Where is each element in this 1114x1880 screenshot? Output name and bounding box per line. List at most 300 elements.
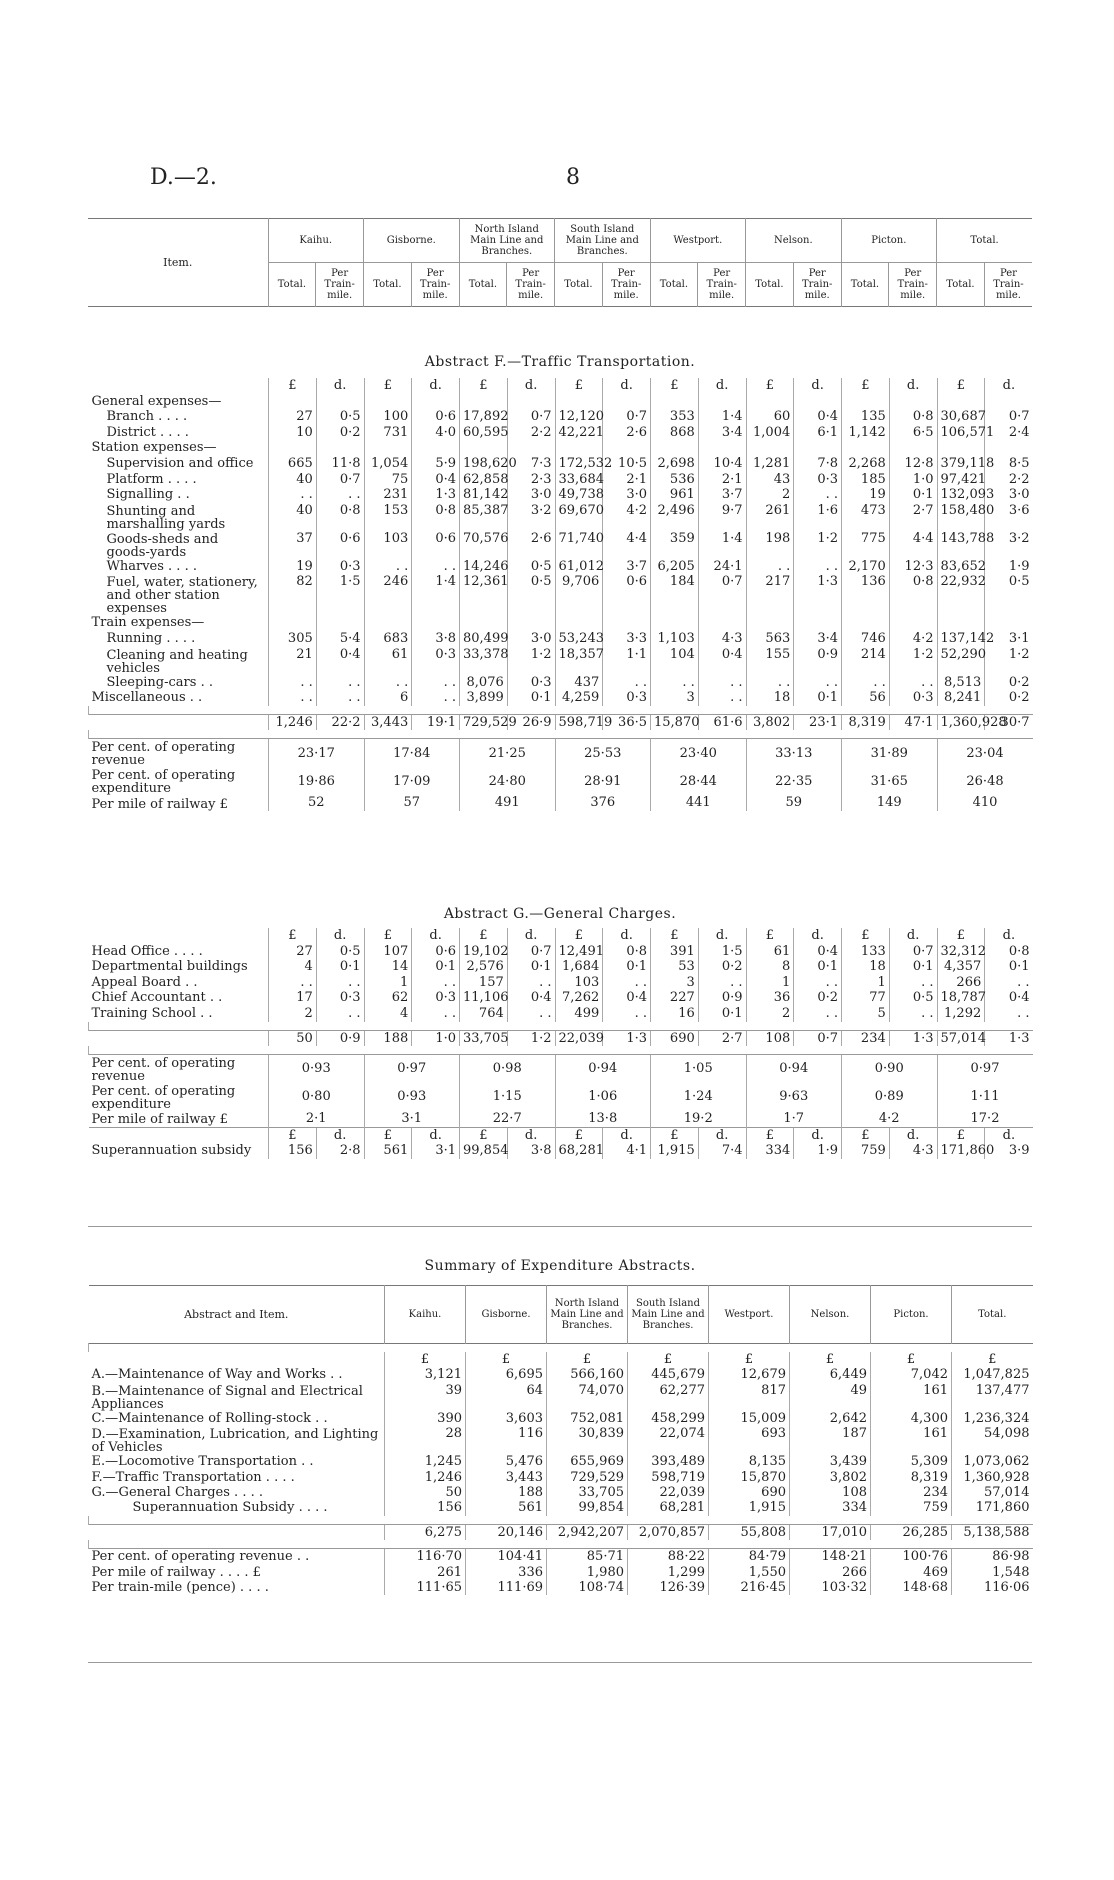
- cell-picton-total: 1: [842, 975, 890, 991]
- cell-total-per-mile: 0·5: [985, 574, 1033, 615]
- summary-row-label: A.—Maintenance of Way and Works . .: [91, 1367, 343, 1383]
- cell-south-island-total: 103: [555, 975, 603, 991]
- abstract-g-title: Abstract G.—General Charges.: [443, 906, 677, 922]
- summary-nelson: 334: [790, 1500, 871, 1515]
- summary-header-row: [89, 1286, 1033, 1344]
- unit-pound: £: [628, 1352, 709, 1367]
- cell-north-island-per-mile: . .: [507, 1006, 555, 1022]
- row-label: Goods-sheds and goods-yards: [106, 531, 219, 560]
- summary-ratio-south-island: 126·39: [628, 1580, 709, 1595]
- summary-total-westport: 55,808: [709, 1524, 790, 1540]
- cell-total-total: 8,241: [937, 690, 985, 706]
- table-row: [89, 487, 1033, 503]
- summary-kaihu: 1,245: [385, 1454, 466, 1469]
- row-label: Appeal Board . .: [91, 974, 198, 990]
- total-total-per-mile: 1·3: [985, 1030, 1033, 1046]
- cell-picton-per-mile: 0·8: [889, 574, 937, 615]
- cell-total-per-mile: 2·2: [985, 472, 1033, 488]
- cell-nelson-per-mile: 0·4: [794, 944, 842, 960]
- table-row: [89, 944, 1033, 960]
- cell-kaihu-total: [269, 440, 317, 456]
- row-label: Branch . . . .: [106, 409, 188, 425]
- total-gisborne-amount: 3,443: [364, 714, 412, 730]
- cell-nelson-total: 1,281: [746, 456, 794, 472]
- cell-nelson-per-mile: . .: [794, 487, 842, 503]
- ratio-total: 26·48: [937, 767, 1033, 795]
- cell-north-island-total: 85,387: [460, 503, 508, 531]
- unit-pence: d.: [507, 928, 555, 944]
- cell-north-island-per-mile: 0·1: [507, 690, 555, 706]
- subhead-per-train-mile: Per Train-mile.: [698, 263, 746, 307]
- summary-ratio-north-island: 108·74: [547, 1580, 628, 1595]
- unit-pence: d.: [412, 378, 460, 394]
- summary-north-island: 99,854: [547, 1500, 628, 1515]
- cell-picton-per-mile: 0·5: [889, 990, 937, 1006]
- cell-total-total: 143,788: [937, 531, 985, 559]
- total-total-per-mile: 30·7: [985, 714, 1033, 730]
- cell-westport-per-mile: 10·4: [698, 456, 746, 472]
- summary-kaihu: 1,246: [385, 1470, 466, 1485]
- summary-kaihu: 3,121: [385, 1367, 466, 1382]
- unit-pence: d.: [412, 928, 460, 944]
- unit-pence: d.: [507, 1127, 555, 1143]
- row-label: Chief Accountant . .: [91, 990, 223, 1006]
- totals-label: [89, 1524, 385, 1540]
- summary-col-nelson: Nelson.: [790, 1286, 871, 1344]
- cell-kaihu-total: 19: [269, 559, 317, 575]
- row-label: Training School . .: [91, 1005, 213, 1021]
- summary-north-island: 30,839: [547, 1426, 628, 1454]
- summary-nelson: 108: [790, 1485, 871, 1500]
- summary-nelson: 3,439: [790, 1454, 871, 1469]
- spacer-row: [89, 1516, 1033, 1525]
- subhead-total: Total.: [937, 263, 985, 307]
- ratio-label: Per cent. of operating expenditure: [91, 768, 236, 797]
- unit-pound: £: [364, 378, 412, 394]
- unit-pound: £: [555, 378, 603, 394]
- units-label: [89, 378, 269, 394]
- unit-pence: d.: [316, 928, 364, 944]
- ratio-kaihu: 0·80: [269, 1083, 365, 1111]
- total-south-island-per-mile: 36·5: [603, 714, 651, 730]
- summary-north-island: 33,705: [547, 1485, 628, 1500]
- cell-north-island-total: [460, 440, 508, 456]
- cell-north-island-total: 19,102: [460, 944, 508, 960]
- row-label: Running . . . .: [106, 630, 196, 646]
- total-north-island-per-mile: 26·9: [507, 714, 555, 730]
- unit-pound: £: [269, 1127, 317, 1143]
- ratio-nelson: 33·13: [746, 739, 842, 768]
- cell-westport-per-mile: . .: [698, 675, 746, 691]
- ratio-row: [89, 739, 1033, 768]
- cell-gisborne-per-mile: [412, 615, 460, 631]
- super-westport-per-mile: 7·4: [698, 1143, 746, 1159]
- summary-nelson: 2,642: [790, 1411, 871, 1426]
- units-label: [89, 928, 269, 944]
- cell-nelson-total: 563: [746, 631, 794, 647]
- cell-gisborne-per-mile: [412, 440, 460, 456]
- summary-row: [89, 1454, 1033, 1469]
- cell-total-per-mile: [985, 440, 1033, 456]
- cell-total-per-mile: 3·6: [985, 503, 1033, 531]
- cell-north-island-per-mile: 0·1: [507, 959, 555, 975]
- superannuation-label: Superannuation subsidy: [91, 1143, 252, 1159]
- cell-south-island-per-mile: 0·3: [603, 690, 651, 706]
- ratio-kaihu: 23·17: [269, 739, 365, 768]
- ratio-north-island: 0·98: [460, 1055, 556, 1084]
- cell-south-island-per-mile: . .: [603, 1006, 651, 1022]
- cell-south-island-per-mile: 4·4: [603, 531, 651, 559]
- cell-picton-per-mile: 0·8: [889, 409, 937, 425]
- cell-total-total: 1,292: [937, 1006, 985, 1022]
- unit-pence: d.: [603, 378, 651, 394]
- spacer-cell: [89, 706, 1033, 715]
- totals-row: [89, 1030, 1033, 1046]
- abstract-f-title: Abstract F.—Traffic Transportation.: [424, 354, 696, 370]
- cell-kaihu-per-mile: 0·6: [316, 531, 364, 559]
- cell-gisborne-per-mile: . .: [412, 1006, 460, 1022]
- summary-ratio-nelson: 103·32: [790, 1580, 871, 1595]
- cell-gisborne-total: 683: [364, 631, 412, 647]
- summary-kaihu: 50: [385, 1485, 466, 1500]
- cell-kaihu-total: 4: [269, 959, 317, 975]
- cell-gisborne-total: 731: [364, 425, 412, 441]
- row-label: Shunting and marshalling yards: [106, 503, 226, 532]
- ratio-label: Per cent. of operating revenue: [89, 739, 269, 768]
- summary-south-island: 22,039: [628, 1485, 709, 1500]
- cell-picton-per-mile: [889, 440, 937, 456]
- cell-picton-per-mile: 0·1: [889, 487, 937, 503]
- ratio-label: Per mile of railway £: [91, 796, 228, 812]
- ratio-picton: 0·89: [842, 1083, 938, 1111]
- summary-ratio-south-island: 88·22: [628, 1549, 709, 1565]
- cell-westport-per-mile: 3·7: [698, 487, 746, 503]
- summary-north-island: 752,081: [547, 1411, 628, 1426]
- summary-total-north-island: 2,942,207: [547, 1524, 628, 1540]
- col-group-nelson: Nelson.: [746, 219, 842, 263]
- summary-south-island: 62,277: [628, 1383, 709, 1411]
- cell-total-per-mile: 1·2: [985, 647, 1033, 675]
- summary-ratio-total: 116·06: [952, 1580, 1033, 1595]
- cell-kaihu-total: 27: [269, 944, 317, 960]
- cell-south-island-total: [555, 615, 603, 631]
- cell-westport-per-mile: [698, 615, 746, 631]
- cell-south-island-total: 53,243: [555, 631, 603, 647]
- cell-total-per-mile: . .: [985, 1006, 1033, 1022]
- ratio-picton: 149: [842, 795, 938, 811]
- cell-gisborne-per-mile: 0·8: [412, 503, 460, 531]
- ratio-nelson: 59: [746, 795, 842, 811]
- cell-total-total: 8,513: [937, 675, 985, 691]
- cell-total-per-mile: 0·2: [985, 690, 1033, 706]
- total-nelson-amount: 108: [746, 1030, 794, 1046]
- cell-total-per-mile: . .: [985, 975, 1033, 991]
- summary-south-island: 598,719: [628, 1470, 709, 1485]
- cell-nelson-total: 18: [746, 690, 794, 706]
- unit-pound: £: [547, 1352, 628, 1367]
- total-westport-amount: 15,870: [651, 714, 699, 730]
- cell-picton-per-mile: 12·3: [889, 559, 937, 575]
- cell-north-island-per-mile: . .: [507, 975, 555, 991]
- total-north-island-amount: 729,529: [460, 714, 508, 730]
- cell-south-island-total: 12,491: [555, 944, 603, 960]
- cell-total-total: 52,290: [937, 647, 985, 675]
- cell-westport-per-mile: . .: [698, 975, 746, 991]
- cell-gisborne-total: 61: [364, 647, 412, 675]
- unit-pence: d.: [412, 1127, 460, 1143]
- cell-total-total: 137,142: [937, 631, 985, 647]
- cell-westport-total: 3: [651, 975, 699, 991]
- total-nelson-amount: 3,802: [746, 714, 794, 730]
- total-picton-per-mile: 47·1: [889, 714, 937, 730]
- unit-pence: d.: [507, 378, 555, 394]
- cell-picton-total: 473: [842, 503, 890, 531]
- col-group-total: Total.: [937, 219, 1033, 263]
- row-label: Station expenses—: [91, 440, 217, 456]
- cell-north-island-total: 8,076: [460, 675, 508, 691]
- summary-westport: 15,009: [709, 1411, 790, 1426]
- summary-picton: 234: [871, 1485, 952, 1500]
- cell-kaihu-per-mile: 0·5: [316, 409, 364, 425]
- cell-gisborne-total: 100: [364, 409, 412, 425]
- cell-westport-total: [651, 615, 699, 631]
- row-label: Departmental buildings: [91, 959, 248, 975]
- cell-nelson-total: 1,004: [746, 425, 794, 441]
- unit-pence: d.: [794, 1127, 842, 1143]
- summary-ratio-kaihu: 261: [385, 1565, 466, 1580]
- table-row: [89, 690, 1033, 706]
- summary-nelson: 3,802: [790, 1470, 871, 1485]
- total-gisborne-amount: 188: [364, 1030, 412, 1046]
- cell-north-island-total: 3,899: [460, 690, 508, 706]
- summary-nelson: 187: [790, 1426, 871, 1454]
- summary-col-kaihu: Kaihu.: [385, 1286, 466, 1344]
- ratio-nelson: 1·7: [746, 1111, 842, 1127]
- ratio-south-island: 25·53: [555, 739, 651, 768]
- row-label: Cleaning and heating vehicles: [106, 647, 248, 676]
- cell-picton-per-mile: . .: [889, 675, 937, 691]
- super-gisborne-per-mile: 3·1: [412, 1143, 460, 1159]
- super-nelson-per-mile: 1·9: [794, 1143, 842, 1159]
- item-header: Item.: [163, 256, 193, 269]
- cell-total-per-mile: 0·8: [985, 944, 1033, 960]
- cell-kaihu-total: 2: [269, 1006, 317, 1022]
- ratio-westport: 441: [651, 795, 747, 811]
- cell-nelson-per-mile: 1·3: [794, 574, 842, 615]
- spacer-cell: [89, 730, 1033, 739]
- summary-ratio-label: Per train-mile (pence) . . . .: [91, 1580, 269, 1596]
- cell-westport-per-mile: 24·1: [698, 559, 746, 575]
- summary-south-island: 445,679: [628, 1367, 709, 1382]
- spacer-row: [89, 1344, 1033, 1353]
- cell-westport-per-mile: 0·2: [698, 959, 746, 975]
- cell-westport-total: 53: [651, 959, 699, 975]
- cell-north-island-total: [460, 394, 508, 410]
- cell-kaihu-total: 82: [269, 574, 317, 615]
- unit-pence: d.: [698, 378, 746, 394]
- spacer-cell: [89, 1046, 1033, 1055]
- cell-north-island-per-mile: 2·6: [507, 531, 555, 559]
- cell-nelson-per-mile: 0·2: [794, 990, 842, 1006]
- cell-north-island-total: 62,858: [460, 472, 508, 488]
- cell-picton-total: 1,142: [842, 425, 890, 441]
- ratio-label: Per mile of railway £: [91, 1112, 228, 1128]
- cell-kaihu-total: . .: [269, 487, 317, 503]
- cell-westport-per-mile: 0·4: [698, 647, 746, 675]
- summary-ratio-south-island: 1,299: [628, 1565, 709, 1580]
- ratio-row: [89, 1111, 1033, 1127]
- cell-south-island-per-mile: 0·6: [603, 574, 651, 615]
- cell-nelson-total: 261: [746, 503, 794, 531]
- cell-kaihu-per-mile: [316, 440, 364, 456]
- cell-gisborne-total: 231: [364, 487, 412, 503]
- summary-ratio-nelson: 266: [790, 1565, 871, 1580]
- cell-gisborne-per-mile: 3·8: [412, 631, 460, 647]
- ratio-north-island: 491: [460, 795, 556, 811]
- summary-col-total: Total.: [952, 1286, 1033, 1344]
- ratio-south-island: 1·06: [555, 1083, 651, 1111]
- table-row: [89, 615, 1033, 631]
- cell-total-total: [937, 394, 985, 410]
- cell-north-island-per-mile: [507, 394, 555, 410]
- summary-ratio-total: 86·98: [952, 1549, 1033, 1565]
- cell-westport-total: 104: [651, 647, 699, 675]
- unit-pound: £: [364, 928, 412, 944]
- cell-nelson-per-mile: 0·3: [794, 472, 842, 488]
- summary-total: 1,236,324: [952, 1411, 1033, 1426]
- cell-kaihu-total: [269, 615, 317, 631]
- cell-picton-per-mile: 2·7: [889, 503, 937, 531]
- cell-south-island-total: 172,532: [555, 456, 603, 472]
- cell-south-island-per-mile: 2·1: [603, 472, 651, 488]
- summary-westport: 1,915: [709, 1500, 790, 1515]
- cell-kaihu-per-mile: 0·7: [316, 472, 364, 488]
- total-kaihu-per-mile: 22·2: [316, 714, 364, 730]
- unit-pound: £: [871, 1352, 952, 1367]
- cell-picton-per-mile: 0·7: [889, 944, 937, 960]
- summary-col-westport: Westport.: [709, 1286, 790, 1344]
- unit-pound: £: [460, 928, 508, 944]
- summary-ratio-kaihu: 116·70: [385, 1549, 466, 1565]
- table-row: [89, 975, 1033, 991]
- table-row: [89, 647, 1033, 675]
- cell-nelson-per-mile: 1·2: [794, 531, 842, 559]
- cell-total-per-mile: 2·4: [985, 425, 1033, 441]
- summary-ratio-westport: 216·45: [709, 1580, 790, 1595]
- cell-nelson-total: . .: [746, 559, 794, 575]
- table-row: [89, 631, 1033, 647]
- spacer-row: [89, 706, 1033, 715]
- ratio-kaihu: 52: [269, 795, 365, 811]
- cell-south-island-per-mile: [603, 440, 651, 456]
- cell-nelson-total: [746, 394, 794, 410]
- cell-westport-total: 961: [651, 487, 699, 503]
- summary-ratio-picton: 148·68: [871, 1580, 952, 1595]
- cell-westport-total: 536: [651, 472, 699, 488]
- cell-total-total: 266: [937, 975, 985, 991]
- unit-pence: d.: [889, 1127, 937, 1143]
- cell-north-island-total: 14,246: [460, 559, 508, 575]
- ratio-gisborne: 0·97: [364, 1055, 460, 1084]
- cell-picton-total: 56: [842, 690, 890, 706]
- cell-kaihu-total: 27: [269, 409, 317, 425]
- subhead-total: Total.: [746, 263, 794, 307]
- summary-south-island: 22,074: [628, 1426, 709, 1454]
- summary-gisborne: 6,695: [466, 1367, 547, 1382]
- summary-table: [88, 1285, 1033, 1595]
- unit-pound: £: [709, 1352, 790, 1367]
- cell-nelson-per-mile: [794, 440, 842, 456]
- summary-row: [89, 1426, 1033, 1454]
- total-picton-amount: 8,319: [842, 714, 890, 730]
- cell-picton-per-mile: [889, 615, 937, 631]
- cell-south-island-per-mile: . .: [603, 975, 651, 991]
- spacer-cell: [89, 1516, 1033, 1525]
- cell-westport-total: 2,698: [651, 456, 699, 472]
- ratio-row: [89, 767, 1033, 795]
- cell-picton-total: 133: [842, 944, 890, 960]
- summary-total: 1,073,062: [952, 1454, 1033, 1469]
- cell-south-island-total: 42,221: [555, 425, 603, 441]
- unit-pound: £: [790, 1352, 871, 1367]
- ratio-row: [89, 1055, 1033, 1084]
- cell-gisborne-total: 62: [364, 990, 412, 1006]
- total-south-island-amount: 598,719: [555, 714, 603, 730]
- cell-north-island-total: 60,595: [460, 425, 508, 441]
- total-nelson-per-mile: 0·7: [794, 1030, 842, 1046]
- cell-north-island-per-mile: 3·0: [507, 631, 555, 647]
- summary-row: [89, 1411, 1033, 1426]
- summary-ratio-row: [89, 1549, 1033, 1565]
- unit-pence: d.: [985, 378, 1033, 394]
- cell-total-total: 83,652: [937, 559, 985, 575]
- cell-kaihu-total: 40: [269, 503, 317, 531]
- summary-col-north-island: North Island Main Line and Branches.: [547, 1286, 628, 1344]
- unit-pound: £: [555, 1127, 603, 1143]
- cell-south-island-total: 4,259: [555, 690, 603, 706]
- summary-south-island: 68,281: [628, 1500, 709, 1515]
- summary-row: [89, 1470, 1033, 1485]
- spacer-row: [89, 1046, 1033, 1055]
- cell-nelson-per-mile: 7·8: [794, 456, 842, 472]
- cell-north-island-per-mile: 3·2: [507, 503, 555, 531]
- spacer-row: [89, 1022, 1033, 1031]
- subhead-per-train-mile: Per Train-mile.: [889, 263, 937, 307]
- ratio-westport: 28·44: [651, 767, 747, 795]
- total-nelson-per-mile: 23·1: [794, 714, 842, 730]
- summary-total: 171,860: [952, 1500, 1033, 1515]
- cell-north-island-per-mile: 3·0: [507, 487, 555, 503]
- super-south-island-amount: 68,281: [555, 1143, 603, 1159]
- row-label: District . . . .: [106, 424, 189, 440]
- unit-pound: £: [842, 1127, 890, 1143]
- cell-westport-per-mile: [698, 394, 746, 410]
- cell-nelson-total: 198: [746, 531, 794, 559]
- cell-kaihu-per-mile: . .: [316, 1006, 364, 1022]
- unit-pence: d.: [603, 928, 651, 944]
- cell-nelson-per-mile: . .: [794, 1006, 842, 1022]
- super-north-island-per-mile: 3·8: [507, 1143, 555, 1159]
- summary-ratio-row: [89, 1580, 1033, 1595]
- col-group-south-island: South Island Main Line and Branches.: [555, 219, 651, 263]
- cell-gisborne-total: [364, 394, 412, 410]
- totals-label: [89, 1030, 269, 1046]
- cell-north-island-per-mile: 0·5: [507, 574, 555, 615]
- ratio-north-island: 24·80: [460, 767, 556, 795]
- cell-nelson-per-mile: 0·1: [794, 959, 842, 975]
- summary-gisborne: 561: [466, 1500, 547, 1515]
- cell-total-total: 158,480: [937, 503, 985, 531]
